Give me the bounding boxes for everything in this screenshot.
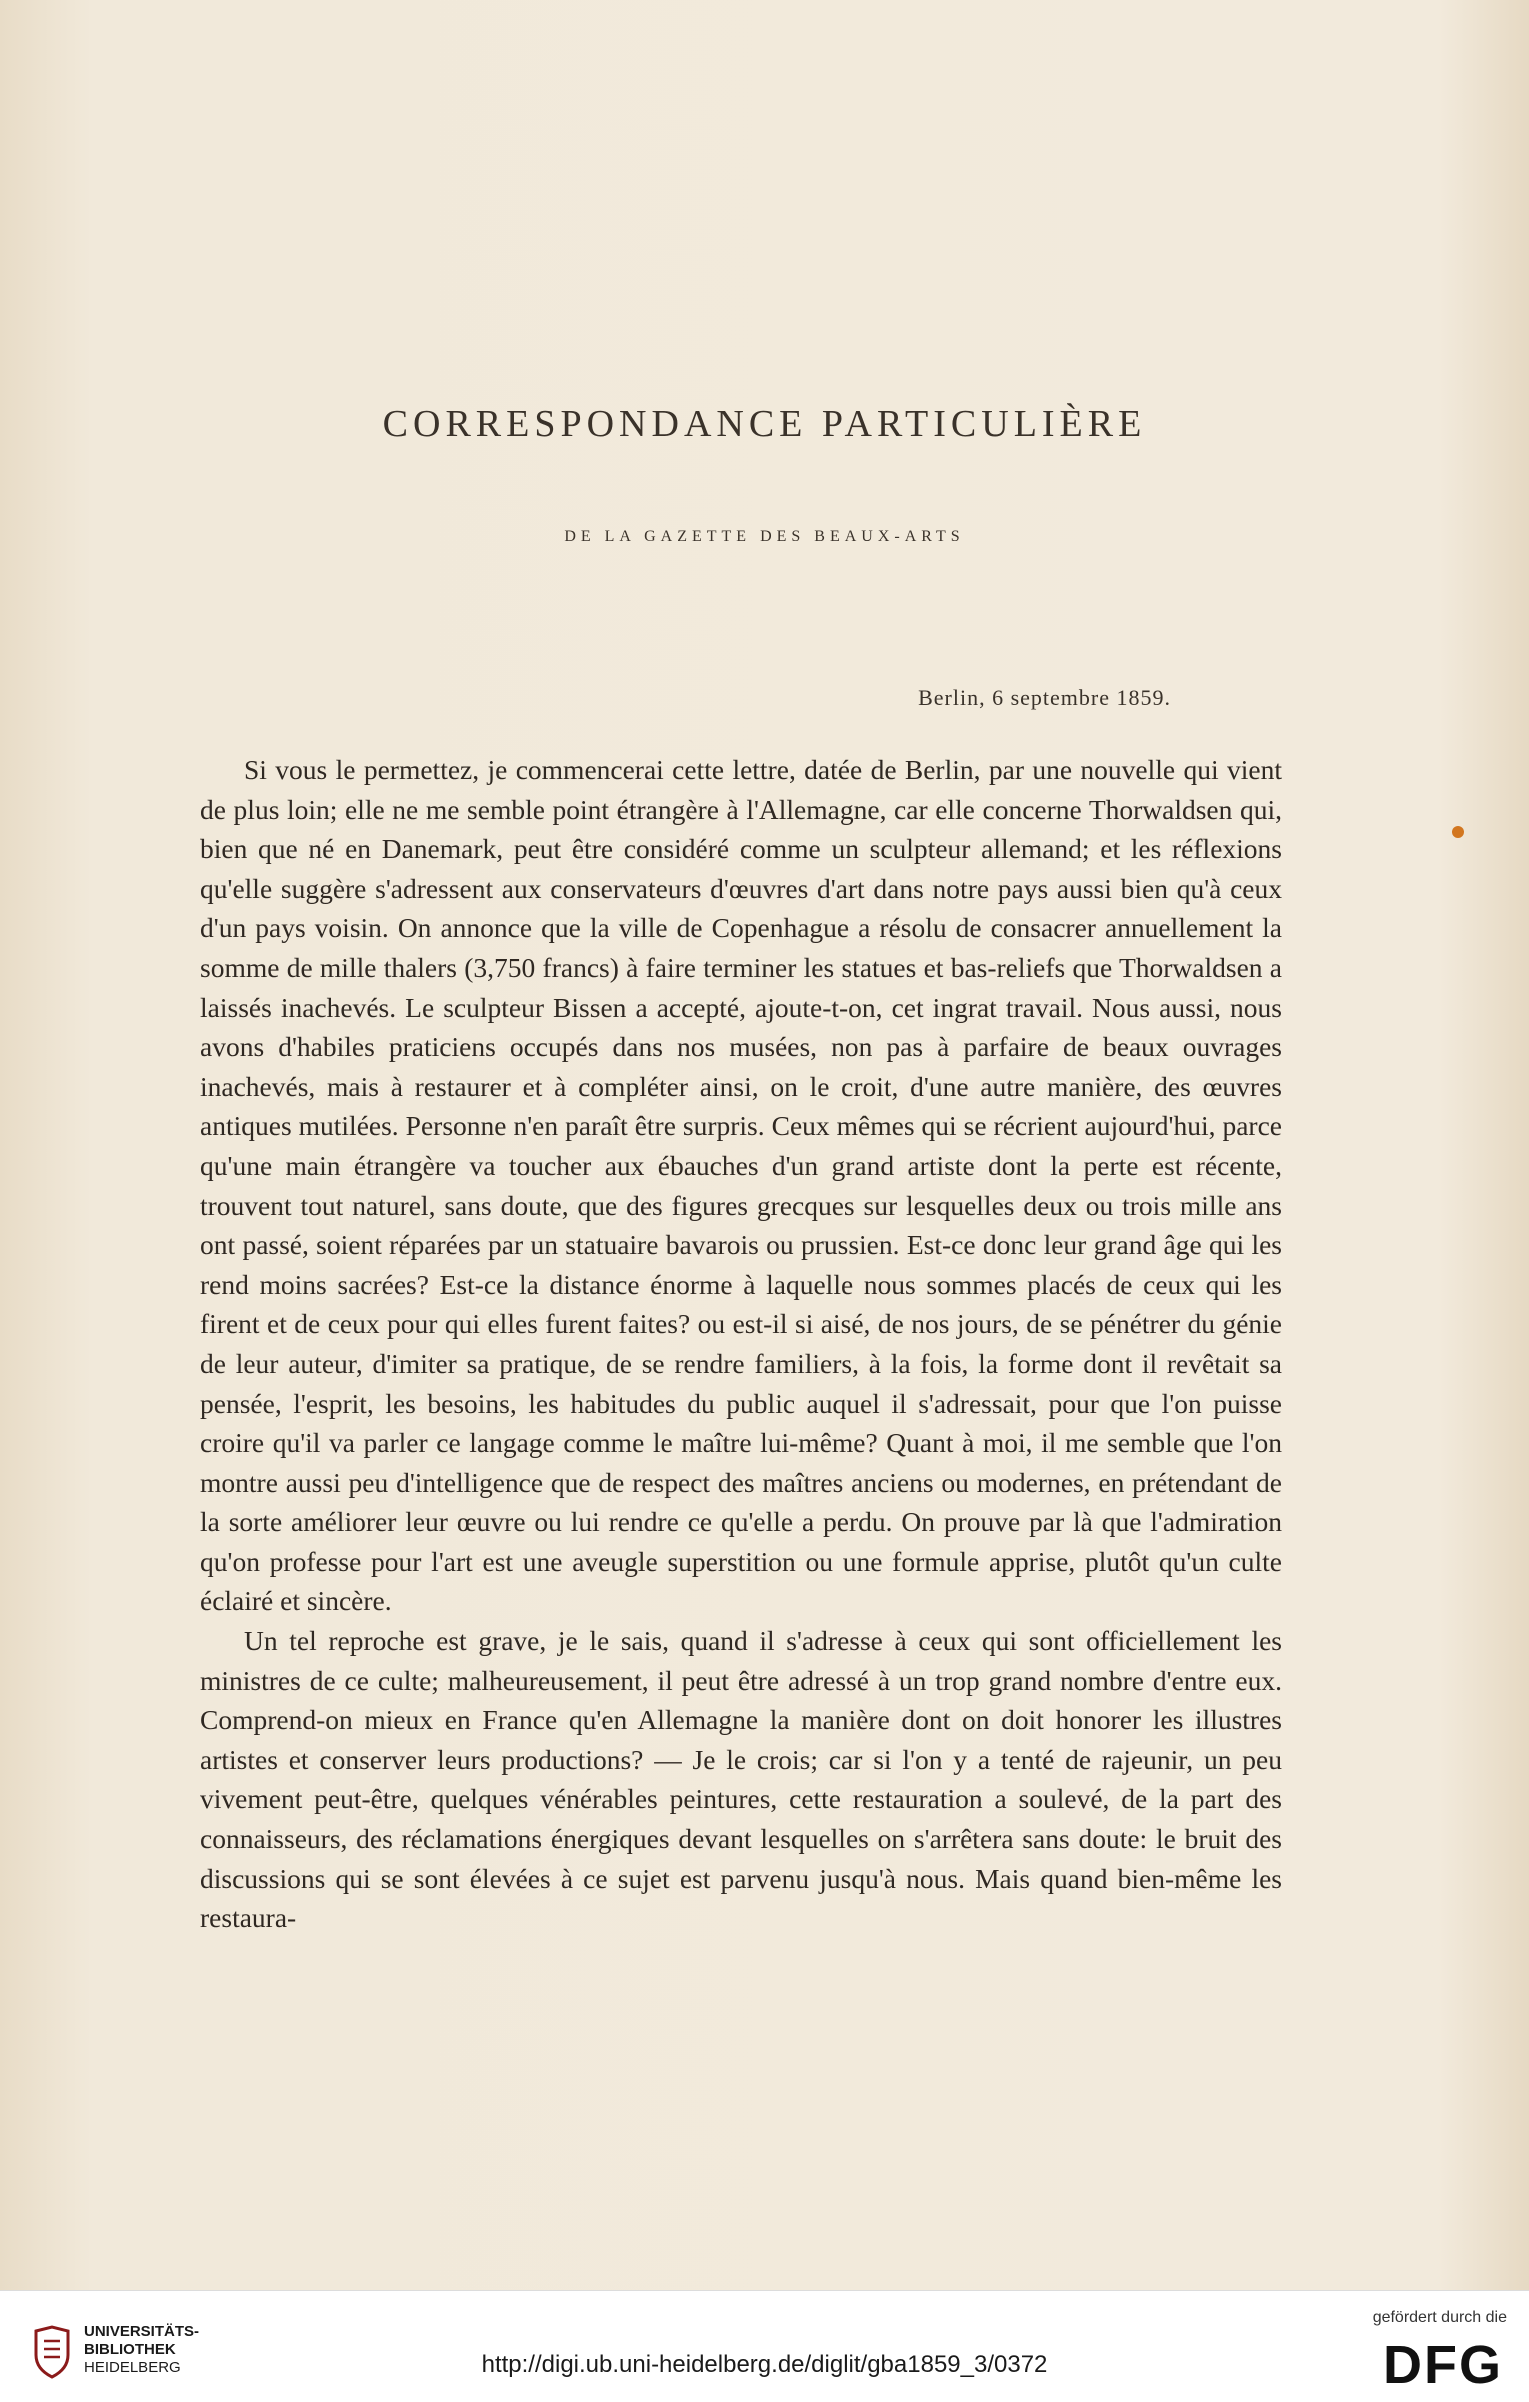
article-body: [200, 750, 1282, 1938]
paragraph: Si vous le permettez, je commencerai cette lettre, datée de Berlin, par une nouvelle qui vient de plus loin; elle ne me semble point étrangère à l'Allemagne, car elle concerne Thorwaldsen qui, bien que né en Danemark, peut être considéré comme un sculpteur allemand; et les réflexions qu'elle suggère s'adressent aux conservateurs d'œuvres d'art dans notre pays aussi bien qu'à ceux d'un pays voisin. On annonce que la ville de Copenhague a résolu de consacrer annuellement la somme de mille thalers (3,750 francs) à faire terminer les statues et bas-reliefs que Thorwaldsen a laissés inachevés. Le sculpteur Bissen a accepté, ajoute-t-on, cet ingrat travail. Nous aussi, nous avons d'habiles praticiens occupés dans nos musées, non pas à parfaire de beaux ouvrages inachevés, mais à restaurer et à compléter ainsi, on le croit, d'une autre manière, des œuvres antiques mutilées. Personne n'en paraît être surpris. Ceux mêmes qui se récrient aujourd'hui, parce qu'une main étrangère va toucher aux ébauches d'un grand artiste dont la perte est récente, trouvent tout naturel, sans doute, que des figures grecques sur lesquelles deux ou trois mille ans ont passé, soient réparées par un statuaire bavarois ou prussien. Est-ce donc leur grand âge qui les rend moins sacrées? Est-ce la distance énorme à laquelle nous sommes placés de ceux qui les firent et de ceux pour qui elles furent faites? ou est-il si aisé, de nos jours, de se pénétrer du génie de leur auteur, d'imiter sa pratique, de se rendre familiers, à la fois, la forme dont il revêtait sa pensée, l'esprit, les besoins, les habitudes du public auquel il s'adressait, pour que l'on puisse croire qu'il va parler ce langage comme le maître lui-même? Quant à moi, il me semble que l'on montre aussi peu d'intelligence que de respect des maîtres anciens ou modernes, en prétendant de la sorte améliorer leur œuvre ou lui rendre ce qu'elle a perdu. On prouve par là que l'admiration qu'on professe pour l'art est une aveugle superstition ou une formule apprise, plutôt qu'un culte éclairé et sincère.: [200, 754, 1282, 1617]
paragraph: Un tel reproche est grave, je le sais, quand il s'adresse à ceux qui sont officiellement les ministres de ce culte; malheureusement, il peut être adressé à un trop grand nombre d'entre eux. Comprend-on mieux en France qu'en Allemagne la manière dont on doit honorer les illustres artistes et conserver leurs productions? — Je le crois; car si l'on y a tenté de rajeunir, un peu vivement peut-être, quelques vénérables peintures, cette restauration a soulevé, de la part des connaisseurs, des réclamations énergiques devant lesquelles on s'arrêtera sans doute: le bruit des discussions qui se sont élevées à ce sujet est parvenu jusqu'à nous. Mais quand bien-même les restaura-: [200, 1625, 1282, 1934]
page-title: CORRESPONDANCE PARTICULIÈRE: [382, 403, 1147, 445]
permalink-url[interactable]: http://digi.ub.uni-heidelberg.de/diglit/gba1859_3/0372: [481, 2351, 1048, 2378]
digitization-footer: [0, 2290, 1529, 2402]
page-subtitle: DE LA GAZETTE DES BEAUX-ARTS: [564, 528, 965, 545]
orange-marker-dot: [1452, 826, 1464, 838]
dfg-logo: DFG: [1383, 2335, 1503, 2395]
institution-line: HEIDELBERG: [84, 2359, 181, 2376]
institution-line: BIBLIOTHEK: [84, 2341, 176, 2358]
funder-label: gefördert durch die: [1372, 2309, 1507, 2326]
dateline: Berlin, 6 septembre 1859.: [918, 685, 1171, 710]
institution-line: UNIVERSITÄTS-: [84, 2323, 200, 2340]
